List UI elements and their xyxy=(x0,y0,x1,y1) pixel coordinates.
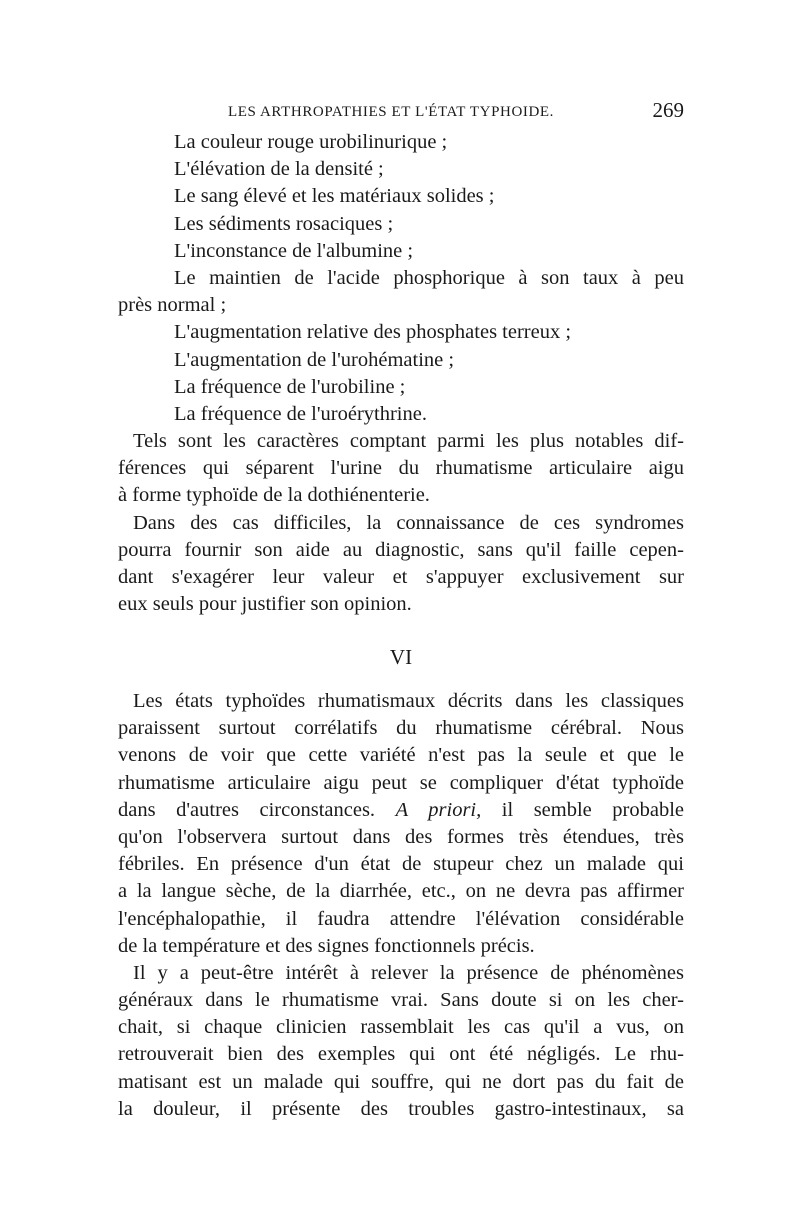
text-line: férences qui séparent l'urine du rhumatisme articulaire aigu xyxy=(118,457,684,480)
text-line: Il y a peut-être intérêt à relever la présence de phénomènes xyxy=(133,961,684,984)
text-line: a la langue sèche, de la diarrhée, etc., on ne devra pas affirmer xyxy=(118,880,684,903)
text-line: l'encéphalopathie, il faudra attendre l'élévation considérable xyxy=(118,907,684,930)
page-number: 269 xyxy=(652,98,684,122)
text-line: paraissent surtout corrélatifs du rhumatisme cérébral. Nous xyxy=(118,717,684,740)
text-block-criteria xyxy=(118,129,684,618)
text-segment: il semble probable xyxy=(481,798,685,821)
text-line: L'augmentation de l'urohématine ; xyxy=(174,348,455,371)
text-line: Les sédiments rosaciques ; xyxy=(174,212,394,235)
text-line: eux seuls pour justifier son opinion. xyxy=(118,593,412,616)
text-segment: dans d'autres circonstances. xyxy=(118,798,396,821)
text-line: à forme typhoïde de la dothiénenterie. xyxy=(118,484,430,507)
text-line: Tels sont les caractères comptant parmi les plus notables dif- xyxy=(133,430,684,453)
section-heading: VI xyxy=(389,645,413,669)
text-line: L'inconstance de l'albumine ; xyxy=(174,239,414,262)
text-line: La fréquence de l'urobiline ; xyxy=(174,375,406,398)
text-line: pourra fournir son aide au diagnostic, sans qu'il faille cepen- xyxy=(118,538,684,561)
running-head xyxy=(118,100,684,128)
text-line: rhumatisme articulaire aigu peut se compliquer d'état typhoïde xyxy=(118,771,684,794)
text-line: près normal ; xyxy=(118,294,227,317)
text-line: Le sang élevé et les matériaux solides ; xyxy=(174,185,495,208)
text-block-section-vi xyxy=(118,688,684,1123)
italic-phrase: A priori, xyxy=(395,798,482,821)
text-line: L'augmentation relative des phosphates terreux ; xyxy=(174,321,572,344)
text-line: venons de voir que cette variété n'est pas la seule et que le xyxy=(118,744,684,767)
text-line: Le maintien de l'acide phosphorique à son taux à peu xyxy=(174,266,684,289)
text-line: matisant est un malade qui souffre, qui ne dort pas du fait de xyxy=(118,1070,684,1093)
text-line: Dans des cas difficiles, la connaissance de ces syndromes xyxy=(133,511,684,534)
text-line: qu'on l'observera surtout dans des formes très étendues, très xyxy=(118,825,684,848)
text-line: Les états typhoïdes rhumatismaux décrits dans les classiques xyxy=(133,690,684,712)
text-line: L'élévation de la densité ; xyxy=(174,158,384,181)
text-line: chait, si chaque clinicien rassemblait les cas qu'il a vus, on xyxy=(118,1016,684,1039)
text-line: de la température et des signes fonctionnels précis. xyxy=(118,934,535,957)
text-line-with-italic xyxy=(118,797,684,824)
text-line: La fréquence de l'uroérythrine. xyxy=(174,402,427,425)
text-line: fébriles. En présence d'un état de stupeur chez un malade qui xyxy=(118,853,684,876)
running-title: LES ARTHROPATHIES ET L'ÉTAT TYPHOIDE. xyxy=(228,104,555,120)
text-line: généraux dans le rhumatisme vrai. Sans doute si on les cher- xyxy=(118,989,684,1012)
text-line: dant s'exagérer leur valeur et s'appuyer exclusivement sur xyxy=(118,566,684,588)
text-line: retrouverait bien des exemples qui ont été négligés. Le rhu- xyxy=(118,1043,684,1066)
text-line: la douleur, il présente des troubles gastro-intestinaux, sa xyxy=(118,1097,684,1120)
text-line: La couleur rouge urobilinurique ; xyxy=(174,131,448,153)
